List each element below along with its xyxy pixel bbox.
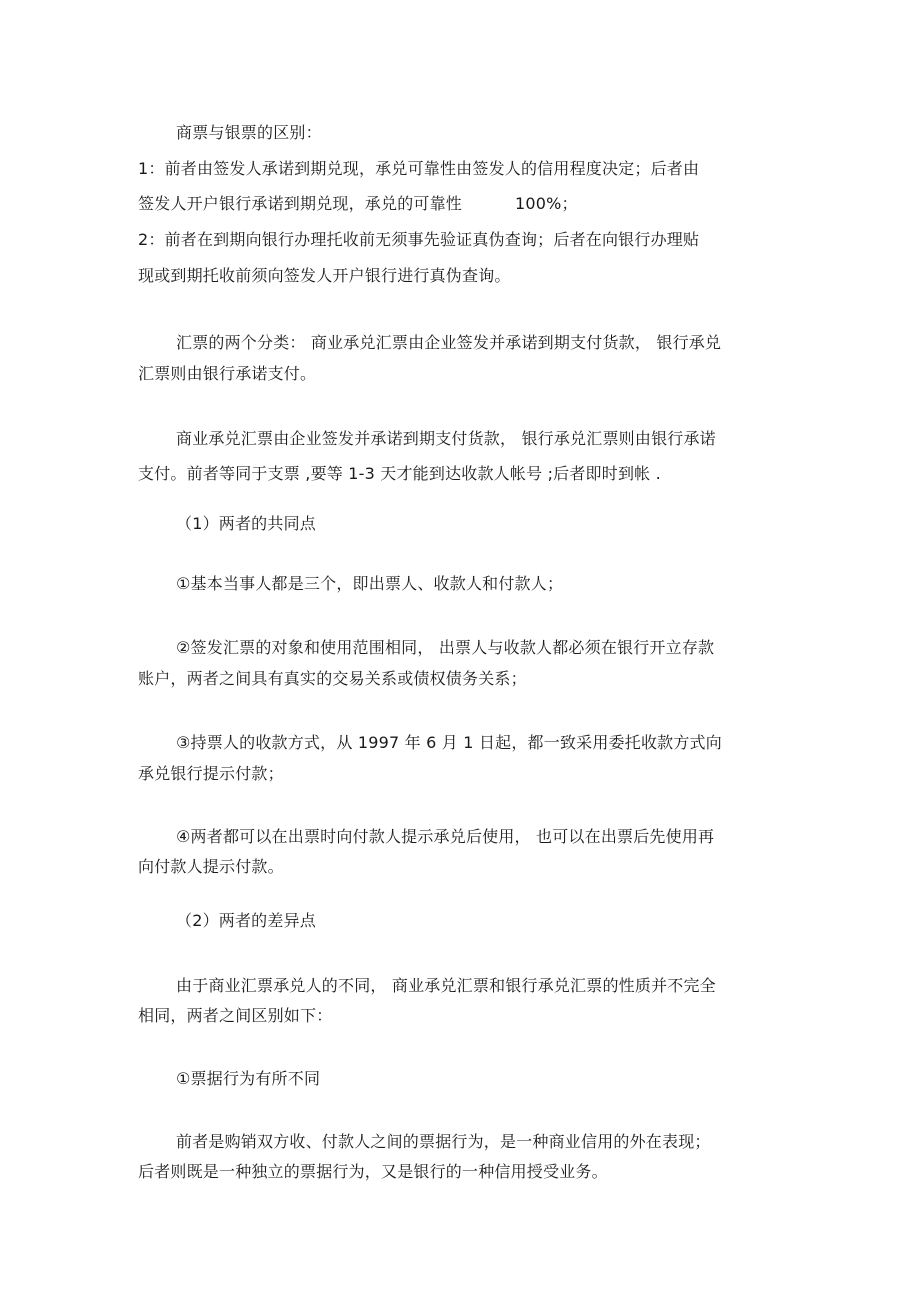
list-item-continuation: 账户，两者之间具有真实的交易关系或债权债务关系； bbox=[138, 669, 527, 688]
paragraph-line: 2：前者在到期向银行办理托收前无须事先验证真伪查询；后者在向银行办理贴 bbox=[138, 230, 700, 249]
paragraph-line: 由于商业汇票承兑人的不同， 商业承兑汇票和银行承兑汇票的性质并不完全 bbox=[176, 976, 716, 995]
paragraph-line: 汇票则由银行承诺支付。 bbox=[138, 364, 317, 383]
list-item-continuation: 向付款人提示付款。 bbox=[138, 857, 284, 876]
paragraph-line: 前者是购销双方收、付款人之间的票据行为，是一种商业信用的外在表现； bbox=[176, 1132, 711, 1151]
paragraph-line: 后者则既是一种独立的票据行为，又是银行的一种信用授受业务。 bbox=[138, 1162, 608, 1181]
list-item: ③持票人的收款方式，从 1997 年 6 月 1 日起，都一致采用委托收款方式向 bbox=[176, 733, 722, 752]
paragraph-line: 商业承兑汇票由企业签发并承诺到期支付货款， 银行承兑汇票则由银行承诺 bbox=[176, 429, 716, 448]
list-item: ②签发汇票的对象和使用范围相同， 出票人与收款人都必须在银行开立存款 bbox=[176, 638, 715, 657]
paragraph-line: 1：前者由签发人承诺到期兑现，承兑可靠性由签发人的信用程度决定；后者由 bbox=[138, 159, 700, 178]
list-item: ①基本当事人都是三个，即出票人、收款人和付款人； bbox=[176, 574, 564, 593]
subheading: （2）两者的差异点 bbox=[176, 911, 316, 930]
paragraph-line: 签发人开户银行承诺到期兑现，承兑的可靠性 bbox=[138, 194, 463, 213]
list-item: ①票据行为有所不同 bbox=[176, 1069, 321, 1088]
percentage-value: 100%； bbox=[515, 194, 578, 213]
list-item-continuation: 承兑银行提示付款； bbox=[138, 764, 284, 783]
paragraph-line: 支付。前者等同于支票 ,要等 1-3 天才能到达收款人帐号 ;后者即时到帐 . bbox=[138, 464, 661, 483]
subheading: （1）两者的共同点 bbox=[176, 514, 316, 533]
section-title: 商票与银票的区别： bbox=[176, 123, 322, 142]
list-item: ④两者都可以在出票时向付款人提示承兑后使用， 也可以在出票后先使用再 bbox=[176, 827, 715, 846]
paragraph-line: 汇票的两个分类： 商业承兑汇票由企业签发并承诺到期支付货款， 银行承兑 bbox=[176, 333, 722, 352]
paragraph-line: 相同，两者之间区别如下： bbox=[138, 1006, 333, 1025]
paragraph-line: 现或到期托收前须向签发人开户银行进行真伪查询。 bbox=[138, 266, 511, 285]
